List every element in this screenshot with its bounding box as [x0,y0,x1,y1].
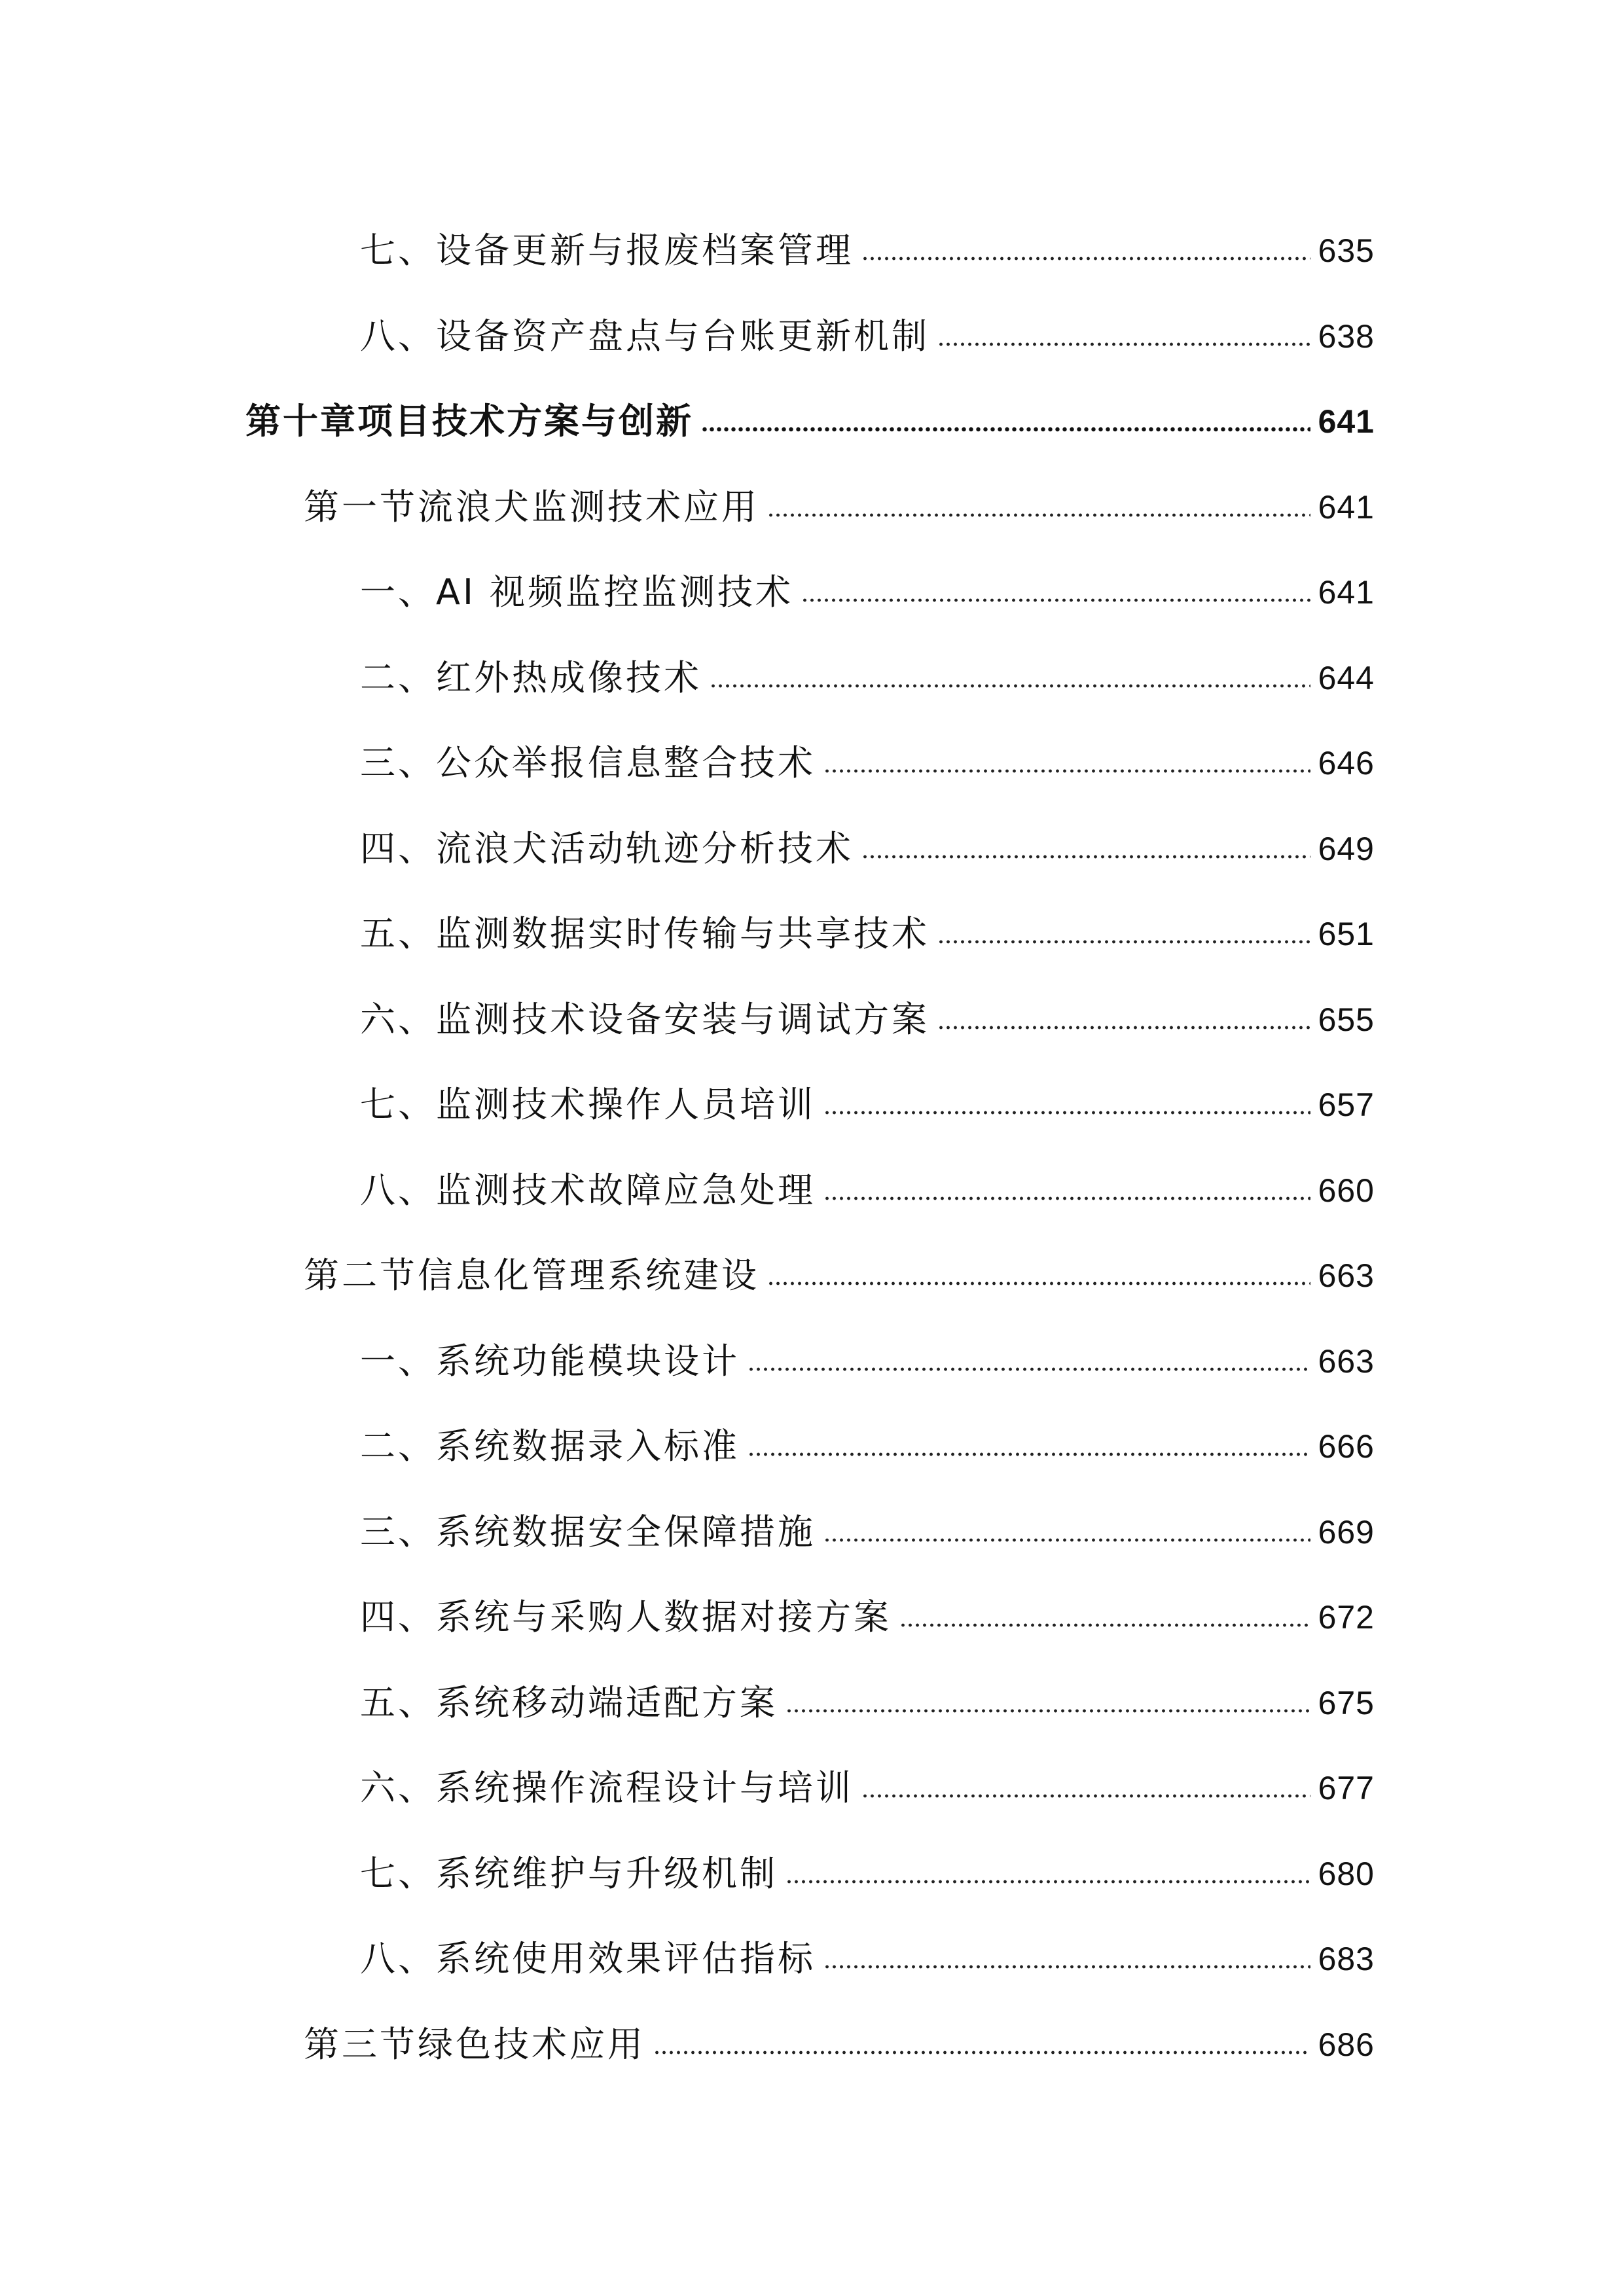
toc-entry-page: 660 [1318,1172,1375,1209]
toc-entry-page: 646 [1318,745,1375,782]
toc-dot-leader [653,2050,1310,2055]
toc-entry[interactable] [0,1490,1624,1575]
toc-dot-leader [767,1281,1310,1286]
toc-entry[interactable] [0,636,1624,721]
toc-entry[interactable] [0,1916,1624,2002]
toc-dot-leader [861,1793,1310,1799]
toc-dot-leader [748,1452,1310,1457]
toc-entry-page: 657 [1318,1086,1375,1124]
toc-entry-page: 641 [1318,403,1375,440]
toc-dot-leader [823,1196,1310,1201]
toc-dot-leader [861,854,1310,859]
toc-entry-title: 三、公众举报信息整合技术 [360,742,816,784]
toc-dot-leader [801,598,1310,603]
toc-dot-leader [823,1110,1310,1115]
toc-dot-leader [823,768,1310,774]
toc-dot-leader [823,1537,1310,1543]
toc-entry[interactable] [0,977,1624,1063]
table-of-contents [0,208,1624,2087]
toc-entry-page: 638 [1318,317,1375,355]
toc-entry-page: 651 [1318,916,1375,953]
toc-entry-title: 四、系统与采购人数据对接方案 [360,1596,892,1638]
toc-entry-title: 七、设备更新与报废档案管理 [360,230,854,272]
toc-entry[interactable] [0,721,1624,806]
toc-entry[interactable] [0,1404,1624,1490]
toc-entry-page: 683 [1318,1941,1375,1978]
toc-entry-title: 第二节信息化管理系统建设 [304,1255,759,1297]
toc-entry-title: 七、监测技术操作人员培训 [360,1084,816,1126]
toc-entry-page: 649 [1318,830,1375,867]
toc-dot-leader [937,1025,1310,1030]
toc-entry-title: 五、系统移动端适配方案 [360,1681,778,1723]
toc-entry-title: 一、AI 视频监控监测技术 [360,571,794,613]
toc-entry[interactable] [0,1660,1624,1746]
toc-entry-title: 六、系统操作流程设计与培训 [360,1767,854,1809]
toc-entry-page: 641 [1318,574,1375,611]
toc-entry-title: 八、设备资产盘点与台账更新机制 [360,315,929,357]
toc-dot-leader [937,939,1310,944]
toc-entry[interactable] [0,1746,1624,1831]
toc-dot-leader [748,1367,1310,1372]
toc-dot-leader [785,1708,1310,1713]
toc-entry[interactable] [0,550,1624,636]
toc-entry-title: 八、监测技术故障应急处理 [360,1169,816,1211]
toc-entry-title: 六、监测技术设备安装与调试方案 [360,998,929,1040]
toc-entry-title: 四、流浪犬活动轨迹分析技术 [360,827,854,869]
toc-dot-leader [701,427,1310,432]
toc-entry-title: 七、系统维护与升级机制 [360,1852,778,1894]
toc-dot-leader [710,683,1310,689]
toc-entry-title: 八、系统使用效果评估指标 [360,1938,816,1980]
toc-entry[interactable] [0,294,1624,380]
toc-entry-page: 675 [1318,1684,1375,1721]
toc-entry-page: 663 [1318,1342,1375,1380]
toc-entry[interactable] [0,1319,1624,1405]
toc-entry-page: 666 [1318,1428,1375,1465]
toc-entry-title: 二、红外热成像技术 [360,656,702,698]
toc-chapter-entry[interactable] [0,379,1624,465]
toc-entry-title: 第一节流浪犬监测技术应用 [304,486,759,528]
toc-section-entry[interactable] [0,2002,1624,2088]
toc-dot-leader [937,342,1310,347]
toc-dot-leader [861,256,1310,261]
toc-entry[interactable] [0,1831,1624,1917]
toc-section-entry[interactable] [0,465,1624,550]
toc-entry-title: 五、监测数据实时传输与共享技术 [360,913,929,955]
toc-entry[interactable] [0,1062,1624,1148]
toc-entry-page: 641 [1318,488,1375,526]
toc-entry-title: 一、系统功能模块设计 [360,1340,740,1382]
toc-entry-page: 669 [1318,1513,1375,1551]
toc-entry-title: 三、系统数据安全保障措施 [360,1511,816,1552]
toc-entry-title: 二、系统数据录入标准 [360,1426,740,1467]
toc-entry[interactable] [0,806,1624,892]
toc-dot-leader [785,1879,1310,1884]
toc-entry-page: 672 [1318,1599,1375,1636]
toc-dot-leader [823,1964,1310,1969]
toc-entry-page: 677 [1318,1770,1375,1807]
toc-entry-title: 第十章项目技术方案与创新 [245,401,693,442]
toc-entry[interactable] [0,1148,1624,1234]
toc-dot-leader [899,1623,1310,1628]
toc-entry-page: 655 [1318,1001,1375,1038]
toc-entry-title: 第三节绿色技术应用 [304,2023,645,2065]
toc-dot-leader [767,512,1310,518]
toc-entry[interactable] [0,1575,1624,1660]
toc-entry-page: 663 [1318,1257,1375,1295]
toc-entry-page: 680 [1318,1855,1375,1892]
toc-section-entry[interactable] [0,1233,1624,1319]
toc-entry[interactable] [0,891,1624,977]
toc-entry-page: 644 [1318,659,1375,696]
toc-entry-page: 686 [1318,2026,1375,2063]
toc-entry-page: 635 [1318,232,1375,270]
toc-entry[interactable] [0,208,1624,294]
